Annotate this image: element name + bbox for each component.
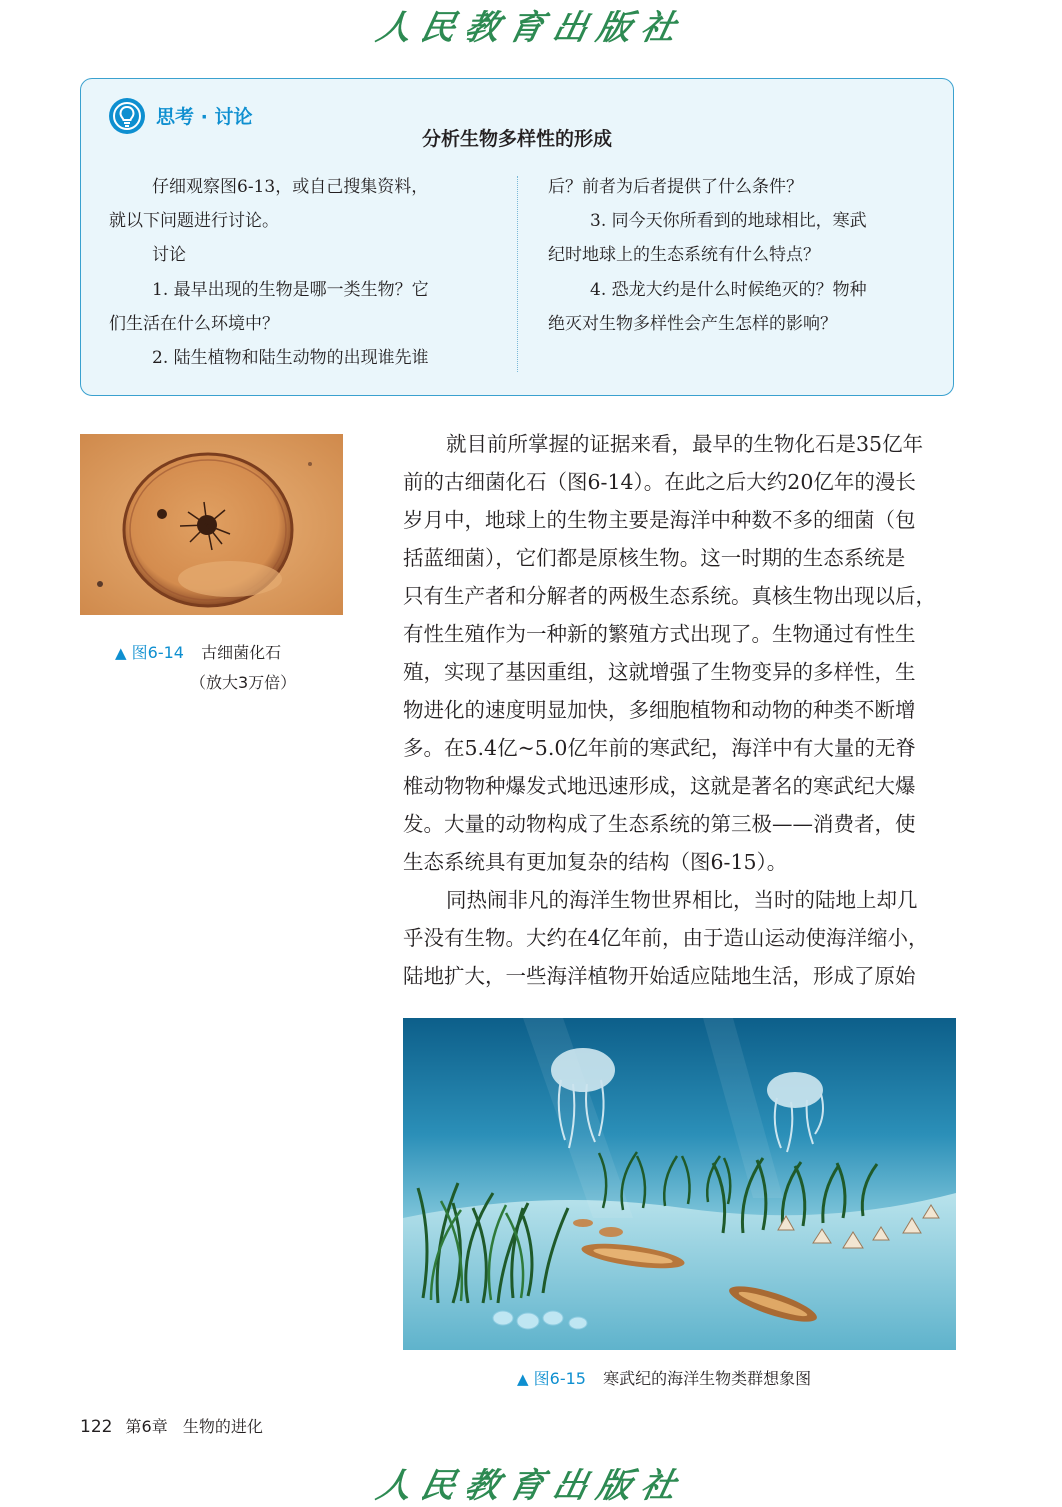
page-footer	[80, 1414, 263, 1437]
question-line: 4. 恐龙大约是什么时候绝灭的？物种	[590, 280, 867, 300]
question-line: 绝灭对生物多样性会产生怎样的影响？	[548, 314, 837, 334]
question-line: 仔细观察图6-13，或自己搜集资料，	[152, 177, 429, 197]
figure-6-15-caption	[517, 1366, 811, 1389]
figure-6-14-note: （放大3万倍）	[190, 673, 297, 692]
body-line: 同热闹非凡的海洋生物世界相比，当时的陆地上却几	[446, 888, 918, 912]
body-line: 只有生产者和分解者的两极生态系统。真核生物出现以后，	[403, 584, 936, 608]
question-line: 后？前者为后者提供了什么条件？	[548, 177, 803, 197]
discussion-label: 思考 · 讨论	[156, 106, 253, 128]
body-line: 括蓝细菌），它们都是原核生物。这一时期的生态系统是	[403, 546, 906, 570]
question-line: 纪时地球上的生态系统有什么特点？	[548, 245, 820, 265]
triangle-marker-icon: ▲	[517, 1370, 529, 1388]
question-line: 1. 最早出现的生物是哪一类生物？它	[152, 280, 429, 300]
body-line: 陆地扩大，一些海洋植物开始适应陆地生活，形成了原始	[403, 964, 916, 988]
body-line: 发。大量的动物构成了生态系统的第三极——消费者，使	[403, 812, 916, 836]
body-line: 椎动物物种爆发式地迅速形成，这就是著名的寒武纪大爆	[403, 774, 916, 798]
body-line: 乎没有生物。大约在4亿年前，由于造山运动使海洋缩小，	[403, 926, 929, 950]
figure-caption: 寒武纪的海洋生物类群想象图	[603, 1369, 812, 1388]
question-line: 3. 同今天你所看到的地球相比，寒武	[590, 211, 867, 231]
triangle-marker-icon: ▲	[115, 644, 127, 662]
figure-caption: 古细菌化石	[201, 643, 282, 662]
discussion-title: 分析生物多样性的形成	[421, 128, 612, 150]
chapter-title: 生物的进化	[182, 1417, 263, 1436]
figure-number: 图6-14	[131, 643, 184, 662]
chapter-number: 第6章	[125, 1417, 168, 1436]
body-line: 就目前所掌握的证据来看，最早的生物化石是35亿年	[446, 432, 924, 456]
body-line: 有性生殖作为一种新的繁殖方式出现了。生物通过有性生	[403, 622, 916, 646]
body-line: 前的古细菌化石（图6-14）。在此之后大约20亿年的漫长	[403, 470, 916, 494]
body-line: 殖，实现了基因重组，这就增强了生物变异的多样性，生	[403, 660, 916, 684]
figure-6-14-caption	[115, 640, 281, 663]
body-line: 物进化的速度明显加快，多细胞植物和动物的种类不断增	[403, 698, 916, 722]
question-line: 们生活在什么环境中？	[109, 314, 279, 334]
publisher-logo-top: 人民教育出版社	[373, 8, 690, 48]
publisher-logo-bottom: 人民教育出版社	[373, 1466, 690, 1506]
question-line: 2. 陆生植物和陆生动物的出现谁先谁	[152, 348, 429, 368]
archaea-fossil-image	[80, 434, 343, 615]
figure-number: 图6-15	[533, 1369, 586, 1388]
body-line: 多。在5.4亿~5.0亿年前的寒武纪，海洋中有大量的无脊	[403, 736, 916, 760]
page-number: 122	[80, 1417, 113, 1437]
body-line: 岁月中，地球上的生物主要是海洋中种数不多的细菌（包	[403, 508, 916, 532]
body-line: 生态系统具有更加复杂的结构（图6-15）。	[403, 850, 788, 874]
question-line: 就以下问题进行讨论。	[109, 211, 279, 231]
column-divider	[517, 176, 518, 372]
cambrian-sea-illustration	[403, 1018, 956, 1350]
discussion-heading: 讨论	[152, 245, 186, 265]
